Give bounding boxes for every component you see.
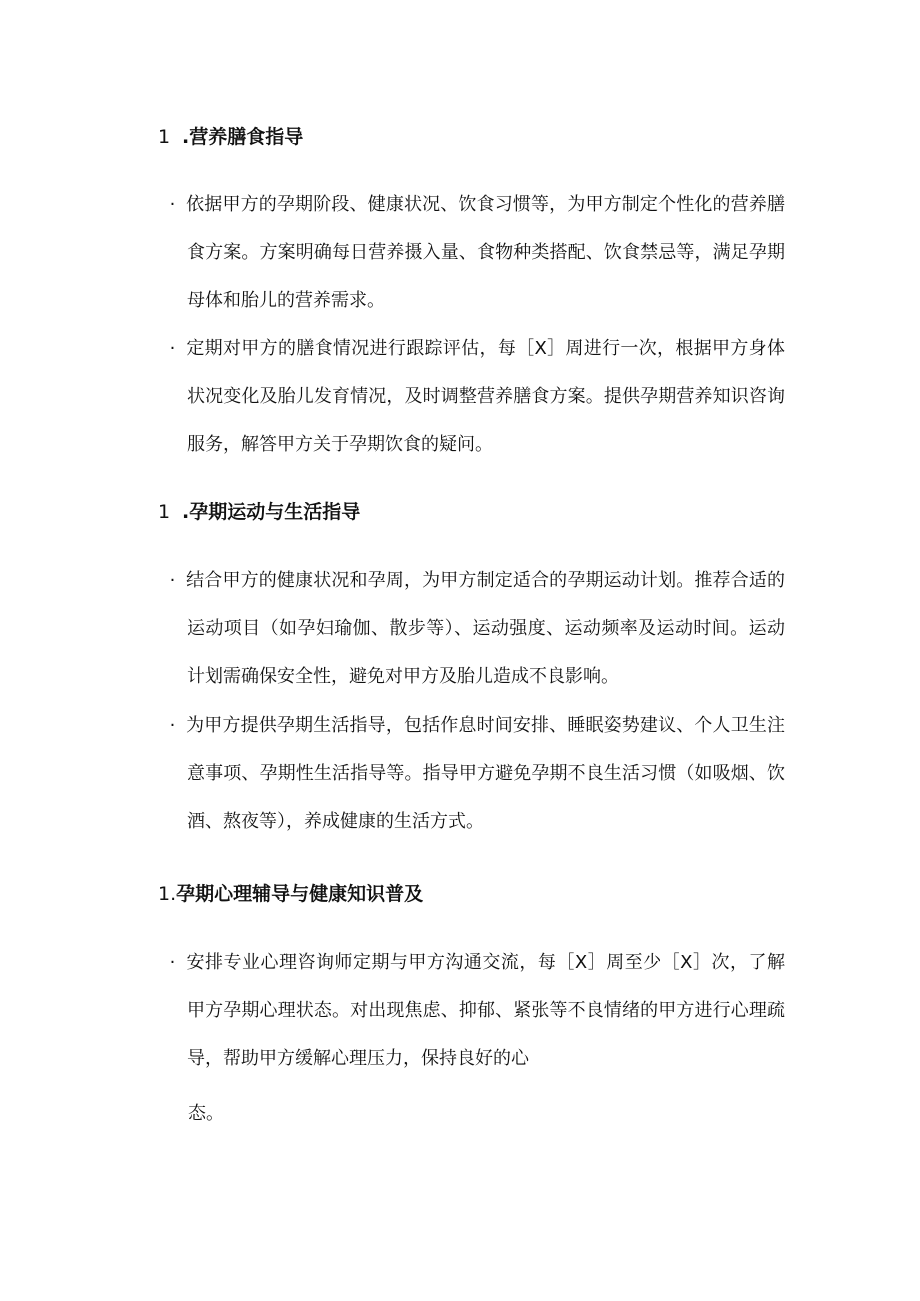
list-item-text: 安排专业心理咨询师定期与甲方沟通交流，每［X］周至少［X］次，了解甲方孕期心理状态。对出现焦虑、抑郁、紧张等不良情绪的甲方进行心理疏导，帮助甲方缓解心理压力，保持良好的心	[186, 952, 785, 1069]
list-item	[160, 181, 785, 325]
bullet-mark: ·	[169, 194, 176, 215]
list-item	[160, 557, 785, 701]
paragraph-continuation: 态。	[188, 1103, 224, 1124]
bullet-mark: ·	[169, 338, 176, 359]
list-item-text: 定期对甲方的膳食情况进行跟踪评估，每［X］周进行一次，根据甲方身体状况变化及胎儿发育情况，及时调整营养膳食方案。提供孕期营养知识咨询服务，解答甲方关于孕期饮食的疑问。	[186, 338, 785, 455]
section-heading-exercise	[158, 499, 360, 525]
section-number: 1.	[158, 883, 177, 905]
list-item-text: 为甲方提供孕期生活指导，包括作息时间安排、睡眠姿势建议、个人卫生注意事项、孕期性生活指导等。指导甲方避免孕期不良生活习惯（如吸烟、饮酒、熬夜等），养成健康的生活方式。	[186, 715, 785, 832]
section-title: 孕期心理辅导与健康知识普及	[176, 883, 424, 905]
section-heading-nutrition	[158, 124, 303, 150]
section-heading-psychology	[158, 881, 423, 907]
section-title: .孕期运动与生活指导	[182, 501, 361, 523]
bullet-mark: ·	[169, 715, 176, 736]
list-item	[160, 325, 785, 469]
section-number: 1	[158, 501, 171, 523]
list-item	[160, 702, 785, 846]
bullet-mark: ·	[169, 952, 176, 973]
list-item-text: 结合甲方的健康状况和孕周，为甲方制定适合的孕期运动计划。推荐合适的运动项目（如孕妇瑜伽、散步等）、运动强度、运动频率及运动时间。运动计划需确保安全性，避免对甲方及胎儿造成不良影响。	[186, 570, 785, 687]
list-item-text: 依据甲方的孕期阶段、健康状况、饮食习惯等，为甲方制定个性化的营养膳食方案。方案明确每日营养摄入量、食物种类搭配、饮食禁忌等，满足孕期母体和胎儿的营养需求。	[186, 194, 785, 311]
section-number: 1	[158, 126, 171, 148]
bullet-mark: ·	[169, 570, 176, 591]
list-item	[160, 939, 785, 1083]
section-title: .营养膳食指导	[182, 126, 304, 148]
